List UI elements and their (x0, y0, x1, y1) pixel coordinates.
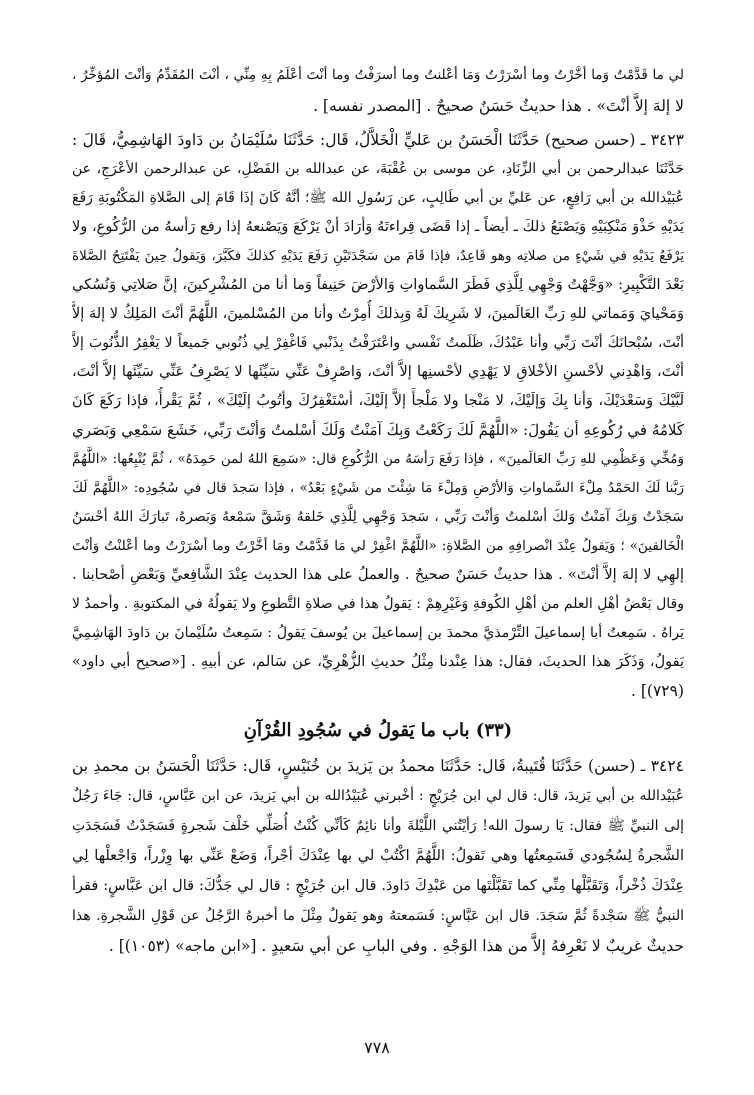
text-line: يَرْفَعُ يَدَيْهِ في شَيْءٍ من صلاتِه وهو قَاعِدٌ، فإذا قَامَ من سَجْدَتَيْنِ رَفَعَ يَدَيْهِ كذلكَ فكَبَّرَ، وَيَقولُ حِينَ يَفْتَتِحُ الصَّلاةَ (72, 248, 684, 264)
text-line: إلهِي لا إلهَ إلاَّ أنْتَ» . هذا حديثٌ حَسَنٌ صحيحٌ . والعملُ على هذا الحديث عِنْدَ الشَّافِعيِّ وَبَعْضِ أصْحابنا . (72, 567, 684, 583)
text-line: وقال بَعْضُ أهْلِ العلم من أهْلِ الكُوفةِ وَغَيْرِهِمْ : يَقولُ هذا في صلاةِ التَّطوعِ ولا يَقولُهُ في المكتوبةِ . وأحمدُ لا (72, 596, 684, 612)
text-line: ٣٤٢٣ ـ (حسن صحيح) حَدَّثَنَا الْحَسَنُ بن عَليٍّ الْخَلاَّلُ، قَال: حَدَّثَنَا سُلَيْمَانُ بن دَاودَ الهَاشِمِيُّ، قَالَ : (72, 131, 684, 149)
text-line: (٧٢٩)] . (631, 682, 684, 700)
text-line: عِنْدَكَ ذُخْراً، وَتَقَبَّلْها مِنِّي كما تَقَبَّلْتَها من عَبْدِكَ دَاودَ. قال ابن جُرَيْجٍ : قال لي جَدُّكَ: قال ابن عَبَّاسٍ: فقرأ (72, 878, 684, 894)
text-line: يَدَيْهِ حَذْوَ مَنْكِبَيْهِ وَيَصْنَعُ ذلكَ ـ أيضاً ـ إذا قَضَى قِراءتَهُ وَأرَادَ أنْ يَرْكَعَ وَيَصْنعهُ إذا رفع رَأسهُ من الرُّكُوعِ، ولا (72, 219, 684, 235)
text-line: وَمُخِّي وَعَظْمِي للهِ رَبِّ العَالَمينَ» ، فإذا رَفَعَ رَأسَهُ من الرُّكُوعِ قال: «سَمِعَ اللهُ لمن حَمِدَهُ» ، ثُمَّ يُتْبِعُها: «اللَّهُمَّ (72, 451, 684, 467)
text-line: ٣٤٢٤ ـ (حسن) حَدَّثَنَا قُتَيبةُ، قَال: حَدَّثَنَا محمدُ بن يَزيدَ بن خُنَيْسٍ، قَال: حَدَّثَنَا الْحَسَنُ بن محمدِ بن (72, 757, 684, 775)
text-line: وَمَحْيايَ وَمَماتي للهِ رَبِّ العَالَمينَ، لا شَرِيكَ لَهُ وَبِذلكَ أُمِرْتُ وأنا من المُسْلمينَ، اللَّهُمَّ أنْتَ المَلِكُ لا إلهَ إلاَّ (72, 306, 684, 322)
text-line: لا إلهَ إلاَّ أنْتَ» . هذا حديثٌ حَسَنٌ صحيحٌ . [المصدر نفسه] . (313, 97, 684, 115)
text-line: حديثٌ غريبٌ لا نَعْرِفهُ إلاَّ من هذا الوَجْهِ . وفي البابِ عن أبي سَعيدٍ . [«ابن ماجه» (١٠٥٣)] . (108, 937, 684, 955)
text-line: أنْتَ، وَاهْدِني لأحْسنِ الأخْلاقِ لا يَهْدِي لأحْسنِها إلاَّ أنْتَ، وَاصْرِفْ عَنِّي سَيِّئَها لا يَصْرِفُ عَنِّي سَيِّئَها إلاَّ أنْتَ، (72, 364, 684, 380)
chapter-title: (٣٣) باب ما يَقولُ في سُجُودِ القُرْآنِ (243, 720, 513, 741)
text-line: يَراهُ . سَمِعتُ أبا إسماعيلَ التِّرْمذيَّ محمدَ بن إسماعيلَ بن يُوسفَ يَقولُ : سَمِعتُ سُلَيْمانَ بن دَاودَ الهَاشِمِيَّ (72, 625, 684, 641)
text-line: يَقولُ، وَذَكَرَ هذا الحديثَ، فقال: هذا عِنْدنا مِثْلُ حديثِ الزُّهْرِيِّ، عن سَالم، عن أبيهِ . [«صحيح أبي داود» (72, 654, 684, 670)
text-line: إلى النبيِّ ﷺ فقال: يَا رسولَ الله! رَأيْتُني اللَّيْلةَ وأنا نائِمٌ كَأنِّي كُنْتُ أُصَلِّي خَلْفَ شَجرةٍ فَسَجَدْتُ فَسَجَدَتِ (72, 818, 684, 834)
page-number: ٧٧٨ (364, 1038, 390, 1057)
text-line: لي ما قَدَّمْتُ وَما أخَّرْتُ وما أسْرَرْتُ وَمَا أعْلنتُ وما أسرَفْتُ وما أنْتَ أعْلَمُ بِهِ مِنِّي ، أنْتَ المُقَدِّمُ وَأنْتَ المُؤخِّرُ ، (72, 67, 684, 83)
text-line: الشَّجرةُ لِسُجُودي فَسَمِعتُها وهي تَقولُ: اللَّهُمَّ اكْتُبْ لي بها عِنْدَكَ أجْراً، وَضَعْ عَنِّي بها وِزْراً، وَاجْعلْها لِي (72, 848, 684, 864)
text-line: لَبَّيْكَ وَسَعْدَيْكَ، وَأنا بِكَ وَإلَيْكَ، لا مَنْجا ولا مَلْجأَ إلاَّ إلَيْكَ، أسْتَغْفِرُكَ وأتُوبُ إلَيْكَ» ، ثُمَّ يَقْرأُ، فإذا رَكَعَ كَانَ (72, 393, 684, 409)
text-line: عُبَيْدالله بن أبي يَزيدَ، قال: قال لي ابن جُرَيْجٍ : أخْبرني عُبَيْدُالله بن أبي يَزيدَ، عن ابن عَبَّاسٍ، قال: جَاءَ رَجُلٌ (72, 788, 684, 804)
text-line: كَلامُهُ في رُكُوعِهِ أن يَقُولَ: «اللَّهُمَّ لَكَ رَكَعْتُ وَبِكَ آمَنْتُ وَلَكَ أسْلمتُ وَأنْتَ رَبِّي، خَشَعَ سَمْعِي وَبَصَري (72, 421, 684, 439)
text-line: عُبَيْدالله بن أبي رَافِعٍ، عن عَليِّ بن أبي طَالِبٍ، عن رَسُولِ الله ﷺ؛ أنَّهُ كَانَ إذَا قَامَ إلى الصَّلاةِ المَكْتُوبَةِ رَفَعَ (72, 190, 684, 206)
text-line: حَدَّثَنَا عبدالرحمن بن أبي الزِّنَادِ، عن موسى بن عُقْبَةَ، عن عبدالله بن الفَضْلِ، عن عبدالرحمن الأعْرَجِ، عن (72, 161, 684, 177)
text-line: النبيُّ ﷺ سَجْدةً ثُمَّ سَجَدَ. قال ابن عَبَّاسٍ: فَسَمعتهُ وهو يَقولُ مِثْلَ ما أخبرهُ الرَّجُلُ عن قَوْلِ الشَّجرةِ. هذا (72, 908, 684, 924)
text-line: سَجَدْتُ وَبِكَ آمَنْتُ وَلكَ أسْلمتُ وَأنْتَ رَبِّي ، سَجدَ وَجْهِي لِلَّذِي خَلقهُ وَشَقَّ سَمْعهُ وَبَصرهُ، تَبارَكَ اللهُ أحْسَنُ (72, 509, 684, 525)
text-line: أنْتَ، سُبْحانَكَ أنْتَ رَبِّي وأنا عَبْدُكَ، ظَلَمتُ نَفْسي واعْتَرَفْتُ بِذَنْبي فَاغْفِرْ لِي ذُنُوبي جَميعاً لا يَغْفِرُ الذُّنُوبَ إلاَّ (72, 335, 684, 351)
text-line: بَعْدَ التَّكْبِيرِ: «وَجَّهْتُ وَجْهِي لِلَّذِي فَطَرَ السَّماواتِ وَالأرْضَ حَنِيفاً وَما أنا من المُشْرِكينَ، إنَّ صَلاتِي وَنُسُكي (72, 277, 684, 293)
text-line: الْخَالقينَ» ؛ وَيَقولُ عِنْدَ انْصرافِهِ من الصَّلاةِ: «اللَّهُمَّ اغْفِرْ لي مَا قَدَّمْتُ ومَا أخَّرْتُ وما أسْرَرْتُ وما أعْلنْتُ وَأنْتَ (72, 538, 684, 554)
text-line: رَبَّنا لَكَ الحَمْدُ مِلْءَ السَّماواتِ وَالأرْضِ وَمِلْءَ مَا شِئْتَ من شَيْءٍ بَعْدُ» ، فإذا سَجدَ قال في سُجُودِه: «اللَّهُمَّ لَكَ (72, 480, 684, 496)
